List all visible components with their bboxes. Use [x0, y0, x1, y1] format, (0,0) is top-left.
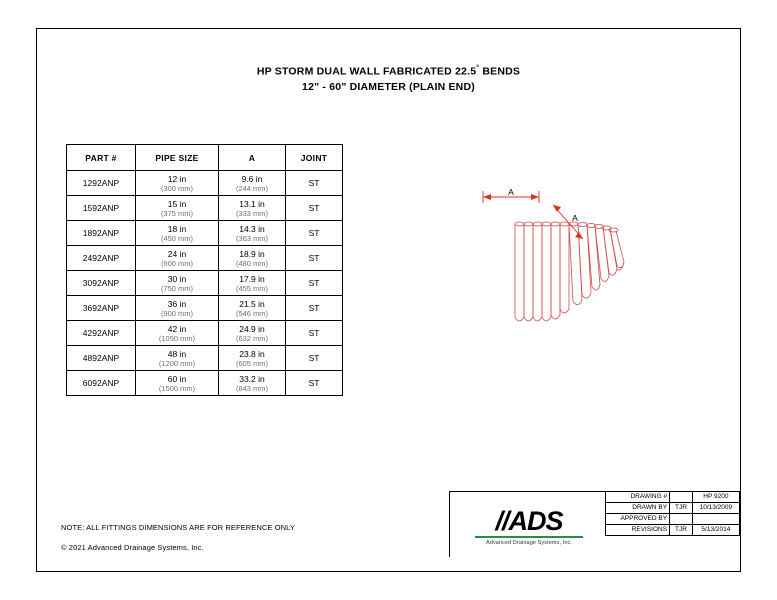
cell-pipe-size: 48 in (1200 mm)	[136, 346, 219, 371]
cell-part: 1592ANP	[67, 196, 136, 221]
cell-joint: ST	[286, 221, 343, 246]
cell-a: 9.6 in (244 mm)	[219, 171, 286, 196]
cell-part: 6092ANP	[67, 371, 136, 396]
cell-joint: ST	[286, 171, 343, 196]
info-label-drawing-number: DRAWING #	[606, 492, 670, 503]
cell-joint: ST	[286, 271, 343, 296]
dimension-label-a2: A	[572, 213, 578, 223]
drawing-info-table	[605, 491, 740, 536]
table-row	[67, 296, 343, 321]
table-row	[67, 221, 343, 246]
info-value-approved-by	[692, 514, 739, 525]
column-header-part: PART #	[67, 145, 136, 171]
cell-joint: ST	[286, 246, 343, 271]
spec-table	[66, 144, 343, 396]
info-row-revisions	[606, 525, 740, 536]
table-row	[67, 196, 343, 221]
cell-a: 21.5 in (546 mm)	[219, 296, 286, 321]
cell-pipe-size: 15 in (375 mm)	[136, 196, 219, 221]
cell-pipe-size: 36 in (900 mm)	[136, 296, 219, 321]
table-row	[67, 371, 343, 396]
cell-a: 17.9 in (455 mm)	[219, 271, 286, 296]
copyright-note: © 2021 Advanced Drainage Systems, Inc.	[61, 543, 204, 552]
cell-pipe-size: 30 in (750 mm)	[136, 271, 219, 296]
cell-part: 4892ANP	[67, 346, 136, 371]
table-row	[67, 321, 343, 346]
info-value-drawing-number: HP 9200	[692, 492, 739, 503]
info-row-drawing-number	[606, 492, 740, 503]
info-label-revisions: REVISIONS	[606, 525, 670, 536]
cell-pipe-size: 42 in (1050 mm)	[136, 321, 219, 346]
column-header-pipe-size: PIPE SIZE	[136, 145, 219, 171]
cell-joint: ST	[286, 296, 343, 321]
table-row	[67, 246, 343, 271]
bend-drawing-svg	[467, 169, 707, 359]
cell-pipe-size: 12 in (300 mm)	[136, 171, 219, 196]
reference-note: NOTE: ALL FITTINGS DIMENSIONS ARE FOR REFERENCE ONLY	[61, 523, 295, 532]
ads-logo-underline	[475, 536, 583, 538]
corrugated-pipe-body	[515, 222, 624, 321]
info-row-approved-by	[606, 514, 740, 525]
cell-joint: ST	[286, 196, 343, 221]
drawing-sheet	[36, 28, 741, 572]
table-row	[67, 171, 343, 196]
cell-pipe-size: 60 in (1500 mm)	[136, 371, 219, 396]
info-value-drawn-by: 10/13/2009	[692, 503, 739, 514]
cell-pipe-size: 24 in (600 mm)	[136, 246, 219, 271]
cell-a: 23.8 in (605 mm)	[219, 346, 286, 371]
title-line-2: 12" - 60" DIAMETER (PLAIN END)	[302, 80, 475, 93]
column-header-a: A	[219, 145, 286, 171]
info-initials-approved-by	[670, 514, 693, 525]
cell-joint: ST	[286, 371, 343, 396]
info-label-drawn-by: DRAWN BY	[606, 503, 670, 514]
cell-pipe-size: 18 in (450 mm)	[136, 221, 219, 246]
cell-part: 2492ANP	[67, 246, 136, 271]
info-row-drawn-by	[606, 503, 740, 514]
cell-part: 3692ANP	[67, 296, 136, 321]
cell-a: 14.3 in (363 mm)	[219, 221, 286, 246]
cell-part: 1292ANP	[67, 171, 136, 196]
cell-part: 1892ANP	[67, 221, 136, 246]
cell-part: 4292ANP	[67, 321, 136, 346]
table-row	[67, 346, 343, 371]
ads-logo-subtitle: Advanced Drainage Systems, Inc.	[486, 540, 572, 546]
column-header-joint: JOINT	[286, 145, 343, 171]
page-title	[37, 61, 740, 95]
cell-a: 18.9 in (480 mm)	[219, 246, 286, 271]
ads-logo-mark: //ADS	[495, 506, 563, 536]
table-header-row	[67, 145, 343, 171]
info-initials-drawing-number	[670, 492, 693, 503]
cell-joint: ST	[286, 321, 343, 346]
info-initials-revisions: TJR	[670, 525, 693, 536]
degree-symbol: °	[476, 65, 480, 72]
table-row	[67, 271, 343, 296]
info-value-revisions: 5/13/2014	[692, 525, 739, 536]
info-label-approved-by: APPROVED BY	[606, 514, 670, 525]
cell-a: 24.9 in (632 mm)	[219, 321, 286, 346]
title-line-1: HP STORM DUAL WALL FABRICATED 22.5° BENDS	[256, 65, 521, 78]
ads-logo	[455, 507, 603, 546]
cell-part: 3092ANP	[67, 271, 136, 296]
cell-joint: ST	[286, 346, 343, 371]
cell-a: 13.1 in (333 mm)	[219, 196, 286, 221]
dimension-label-a1: A	[508, 187, 514, 197]
cell-a: 33.2 in (843 mm)	[219, 371, 286, 396]
bend-fitting-drawing	[467, 169, 707, 359]
info-initials-drawn-by: TJR	[670, 503, 693, 514]
